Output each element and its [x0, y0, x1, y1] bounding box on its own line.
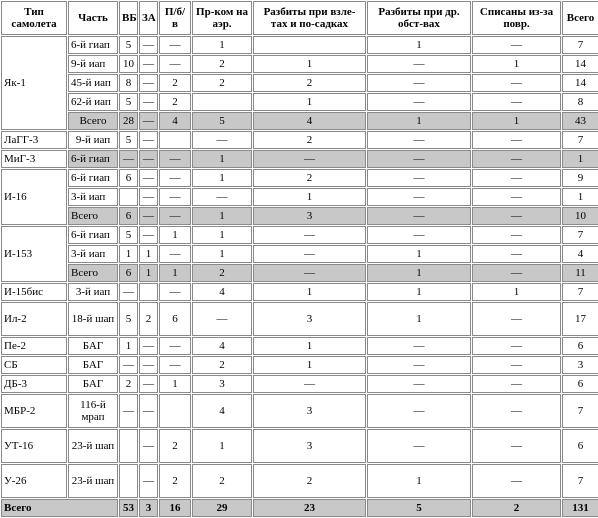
za-cell: 3	[139, 499, 158, 517]
crash-other-cell: —	[367, 337, 471, 355]
pbv-cell: 4	[159, 112, 191, 130]
prcom-cell: 2	[192, 464, 252, 498]
crash-takeoff-cell: 23	[253, 499, 366, 517]
crash-other-cell: —	[367, 74, 471, 92]
prcom-cell: 4	[192, 394, 252, 428]
za-cell: —	[139, 394, 158, 428]
header-row	[1, 1, 598, 35]
crash-takeoff-cell: 3	[253, 207, 366, 225]
crash-other-cell: —	[367, 93, 471, 111]
total-cell: 6	[562, 375, 598, 393]
total-cell: 3	[562, 356, 598, 374]
vb-cell: 5	[119, 93, 138, 111]
crash-takeoff-cell: 1	[253, 356, 366, 374]
za-cell: —	[139, 169, 158, 187]
za-cell: —	[139, 150, 158, 168]
unit-cell: БАГ	[68, 375, 118, 393]
unit-cell: 62-й иап	[68, 93, 118, 111]
pbv-cell: —	[159, 55, 191, 73]
za-cell: —	[139, 429, 158, 463]
za-cell: —	[139, 36, 158, 54]
table-row	[1, 356, 598, 374]
table-row	[1, 55, 598, 73]
crash-other-cell: —	[367, 207, 471, 225]
subtotal-label: Всего	[68, 112, 118, 130]
table-row	[1, 375, 598, 393]
za-cell: 1	[139, 264, 158, 282]
prcom-cell: 29	[192, 499, 252, 517]
unit-cell: 45-й иап	[68, 74, 118, 92]
total-cell: 7	[562, 36, 598, 54]
vb-cell: 10	[119, 55, 138, 73]
pbv-cell: 2	[159, 93, 191, 111]
pbv-cell: 6	[159, 302, 191, 336]
total-cell: 43	[562, 112, 598, 130]
prcom-cell: 2	[192, 55, 252, 73]
crash-takeoff-cell: —	[253, 226, 366, 244]
total-cell: 10	[562, 207, 598, 225]
za-cell: —	[139, 337, 158, 355]
aircraft-type: ЛаГГ-3	[1, 131, 67, 149]
table-row	[1, 36, 598, 54]
unit-cell: 9-й иап	[68, 131, 118, 149]
vb-cell	[119, 464, 138, 498]
crash-other-cell: 1	[367, 302, 471, 336]
za-cell: —	[139, 93, 158, 111]
header-crash-other: Разбиты при др. обст-вах	[367, 1, 471, 35]
crash-other-cell: —	[367, 150, 471, 168]
crash-other-cell: 1	[367, 264, 471, 282]
za-cell: —	[139, 131, 158, 149]
crash-other-cell: —	[367, 226, 471, 244]
pbv-cell: 2	[159, 464, 191, 498]
total-cell: 6	[562, 337, 598, 355]
crash-other-cell: —	[367, 188, 471, 206]
subtotal-row	[1, 207, 598, 225]
prcom-cell: 2	[192, 74, 252, 92]
header-vb: ВБ	[119, 1, 138, 35]
subtotal-row	[1, 264, 598, 282]
written-off-cell: 1	[472, 55, 561, 73]
prcom-cell: 1	[192, 207, 252, 225]
total-cell: 14	[562, 55, 598, 73]
crash-takeoff-cell: 2	[253, 169, 366, 187]
aircraft-type: И-153	[1, 226, 67, 282]
table-row	[1, 131, 598, 149]
crash-takeoff-cell: 3	[253, 302, 366, 336]
crash-takeoff-cell: 1	[253, 337, 366, 355]
prcom-cell: 5	[192, 112, 252, 130]
crash-takeoff-cell: 1	[253, 283, 366, 301]
aircraft-type: МиГ-3	[1, 150, 67, 168]
written-off-cell: —	[472, 226, 561, 244]
header-unit: Часть	[68, 1, 118, 35]
header-type: Тип самолета	[1, 1, 67, 35]
pbv-cell: —	[159, 169, 191, 187]
unit-cell: 3-й иап	[68, 188, 118, 206]
written-off-cell: 2	[472, 499, 561, 517]
crash-takeoff-cell: 2	[253, 74, 366, 92]
prcom-cell: —	[192, 131, 252, 149]
crash-takeoff-cell: 1	[253, 188, 366, 206]
written-off-cell: —	[472, 356, 561, 374]
written-off-cell: —	[472, 188, 561, 206]
table-row	[1, 283, 598, 301]
crash-takeoff-cell: 1	[253, 55, 366, 73]
pbv-cell: —	[159, 188, 191, 206]
crash-takeoff-cell: —	[253, 150, 366, 168]
written-off-cell: —	[472, 394, 561, 428]
pbv-cell: —	[159, 245, 191, 263]
written-off-cell: —	[472, 207, 561, 225]
vb-cell: 6	[119, 264, 138, 282]
crash-takeoff-cell: 2	[253, 464, 366, 498]
aircraft-type: Ил-2	[1, 302, 67, 336]
crash-takeoff-cell: —	[253, 245, 366, 263]
za-cell: —	[139, 375, 158, 393]
written-off-cell: —	[472, 74, 561, 92]
crash-takeoff-cell: 3	[253, 429, 366, 463]
total-cell: 6	[562, 429, 598, 463]
total-cell: 131	[562, 499, 598, 517]
prcom-cell: 2	[192, 356, 252, 374]
grand-total-row	[1, 499, 598, 517]
vb-cell: 1	[119, 337, 138, 355]
pbv-cell: 1	[159, 226, 191, 244]
vb-cell: 53	[119, 499, 138, 517]
za-cell: —	[139, 356, 158, 374]
crash-other-cell: —	[367, 169, 471, 187]
prcom-cell: —	[192, 302, 252, 336]
aircraft-type: И-16	[1, 169, 67, 225]
total-cell: 4	[562, 245, 598, 263]
prcom-cell: 1	[192, 169, 252, 187]
written-off-cell: —	[472, 150, 561, 168]
vb-cell	[119, 188, 138, 206]
crash-takeoff-cell: 1	[253, 93, 366, 111]
pbv-cell	[159, 394, 191, 428]
pbv-cell	[159, 131, 191, 149]
vb-cell: 5	[119, 302, 138, 336]
crash-other-cell: 1	[367, 112, 471, 130]
za-cell: —	[139, 207, 158, 225]
za-cell: —	[139, 74, 158, 92]
table-row	[1, 93, 598, 111]
vb-cell: 2	[119, 375, 138, 393]
vb-cell: 6	[119, 207, 138, 225]
subtotal-label: Всего	[68, 207, 118, 225]
table-row	[1, 188, 598, 206]
prcom-cell: 1	[192, 36, 252, 54]
vb-cell: 6	[119, 169, 138, 187]
pbv-cell: 16	[159, 499, 191, 517]
vb-cell: 1	[119, 245, 138, 263]
crash-other-cell: —	[367, 394, 471, 428]
written-off-cell: —	[472, 169, 561, 187]
vb-cell: 5	[119, 36, 138, 54]
unit-cell: БАГ	[68, 356, 118, 374]
crash-takeoff-cell	[253, 36, 366, 54]
header-total: Всего	[562, 1, 598, 35]
aircraft-type: У-26	[1, 464, 67, 498]
vb-cell: —	[119, 356, 138, 374]
pbv-cell: —	[159, 356, 191, 374]
pbv-cell: —	[159, 36, 191, 54]
written-off-cell: —	[472, 36, 561, 54]
grand-total-label: Всего	[1, 499, 118, 517]
aircraft-type: ДБ-3	[1, 375, 67, 393]
za-cell: —	[139, 55, 158, 73]
vb-cell: —	[119, 394, 138, 428]
pbv-cell: 2	[159, 429, 191, 463]
unit-cell: 3-й иап	[68, 283, 118, 301]
unit-cell: 116-й мрап	[68, 394, 118, 428]
total-cell: 7	[562, 394, 598, 428]
total-cell: 7	[562, 131, 598, 149]
prcom-cell: 1	[192, 150, 252, 168]
aircraft-type: МБР-2	[1, 394, 67, 428]
za-cell: —	[139, 188, 158, 206]
za-cell: 2	[139, 302, 158, 336]
za-cell: —	[139, 464, 158, 498]
unit-cell: 6-й гиап	[68, 150, 118, 168]
pbv-cell: —	[159, 207, 191, 225]
total-cell: 8	[562, 93, 598, 111]
table-row	[1, 337, 598, 355]
crash-other-cell: 1	[367, 283, 471, 301]
aircraft-type: И-15бис	[1, 283, 67, 301]
table-row	[1, 74, 598, 92]
za-cell: —	[139, 112, 158, 130]
aircraft-type: УТ-16	[1, 429, 67, 463]
unit-cell: 18-й шап	[68, 302, 118, 336]
written-off-cell: —	[472, 464, 561, 498]
table-row	[1, 429, 598, 463]
vb-cell: 5	[119, 226, 138, 244]
crash-other-cell: —	[367, 356, 471, 374]
table-row	[1, 150, 598, 168]
crash-other-cell: —	[367, 429, 471, 463]
prcom-cell	[192, 93, 252, 111]
prcom-cell: 1	[192, 226, 252, 244]
crash-takeoff-cell: —	[253, 264, 366, 282]
za-cell	[139, 283, 158, 301]
written-off-cell: 1	[472, 112, 561, 130]
written-off-cell: —	[472, 245, 561, 263]
vb-cell: 8	[119, 74, 138, 92]
za-cell: 1	[139, 245, 158, 263]
total-cell: 11	[562, 264, 598, 282]
total-cell: 7	[562, 283, 598, 301]
prcom-cell: 2	[192, 264, 252, 282]
unit-cell: 6-й гиап	[68, 169, 118, 187]
written-off-cell: —	[472, 93, 561, 111]
written-off-cell: —	[472, 264, 561, 282]
crash-other-cell: —	[367, 131, 471, 149]
written-off-cell: —	[472, 375, 561, 393]
crash-other-cell: 1	[367, 464, 471, 498]
written-off-cell: —	[472, 302, 561, 336]
prcom-cell: 4	[192, 337, 252, 355]
unit-cell: 6-й гиап	[68, 226, 118, 244]
total-cell: 1	[562, 150, 598, 168]
crash-takeoff-cell: —	[253, 375, 366, 393]
aircraft-type: Пе-2	[1, 337, 67, 355]
unit-cell: 23-й шап	[68, 429, 118, 463]
crash-other-cell: 1	[367, 245, 471, 263]
crash-takeoff-cell: 4	[253, 112, 366, 130]
crash-other-cell: —	[367, 55, 471, 73]
written-off-cell: —	[472, 337, 561, 355]
table-row	[1, 226, 598, 244]
header-za: ЗА	[139, 1, 158, 35]
prcom-cell: 1	[192, 245, 252, 263]
vb-cell: —	[119, 150, 138, 168]
header-prcom: Пр-ком на аэр.	[192, 1, 252, 35]
crash-takeoff-cell: 2	[253, 131, 366, 149]
vb-cell	[119, 429, 138, 463]
aircraft-type: Як-1	[1, 36, 67, 130]
unit-cell: 3-й иап	[68, 245, 118, 263]
aircraft-type: СБ	[1, 356, 67, 374]
crash-takeoff-cell: 3	[253, 394, 366, 428]
unit-cell: 6-й гиап	[68, 36, 118, 54]
vb-cell: 5	[119, 131, 138, 149]
written-off-cell: 1	[472, 283, 561, 301]
total-cell: 7	[562, 226, 598, 244]
written-off-cell: —	[472, 429, 561, 463]
unit-cell: 9-й иап	[68, 55, 118, 73]
crash-other-cell: —	[367, 375, 471, 393]
header-pbv: П/б/в	[159, 1, 191, 35]
pbv-cell: 2	[159, 74, 191, 92]
pbv-cell: —	[159, 337, 191, 355]
table-row	[1, 464, 598, 498]
crash-other-cell: 1	[367, 36, 471, 54]
unit-cell: БАГ	[68, 337, 118, 355]
table-row	[1, 245, 598, 263]
total-cell: 9	[562, 169, 598, 187]
pbv-cell: —	[159, 283, 191, 301]
total-cell: 7	[562, 464, 598, 498]
unit-cell: 23-й шап	[68, 464, 118, 498]
subtotal-label: Всего	[68, 264, 118, 282]
subtotal-row	[1, 112, 598, 130]
pbv-cell: —	[159, 150, 191, 168]
total-cell: 14	[562, 74, 598, 92]
za-cell: —	[139, 226, 158, 244]
prcom-cell: —	[192, 188, 252, 206]
prcom-cell: 1	[192, 429, 252, 463]
pbv-cell: 1	[159, 375, 191, 393]
vb-cell: —	[119, 283, 138, 301]
total-cell: 17	[562, 302, 598, 336]
table-row	[1, 302, 598, 336]
table-row	[1, 169, 598, 187]
prcom-cell: 3	[192, 375, 252, 393]
crash-other-cell: 5	[367, 499, 471, 517]
total-cell: 1	[562, 188, 598, 206]
written-off-cell: —	[472, 131, 561, 149]
header-written-off: Списаны из-за повр.	[472, 1, 561, 35]
pbv-cell: 1	[159, 264, 191, 282]
table-row	[1, 394, 598, 428]
prcom-cell: 4	[192, 283, 252, 301]
vb-cell: 28	[119, 112, 138, 130]
header-crash-takeoff: Разбиты при взле-тах и по-садках	[253, 1, 366, 35]
